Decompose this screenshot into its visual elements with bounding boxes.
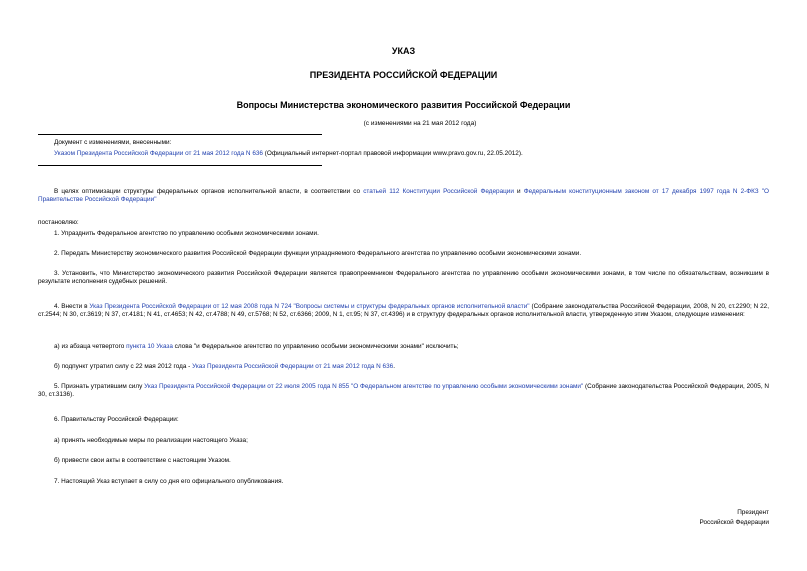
signature-title: Президент [737, 509, 769, 516]
item-4-text-2: (Собрание законодательства Российской Федерации, 2008, N 20, ст.2290; N 22, ст.2544; N 30, ст.3619; N 37, ст.4181; N 41, ст.4653; N 42, ст.4788; N 49, ст.5768; N 52, ст.6366; 2009, N 1, ст.95; N 37, ст.4396) и в структуру федеральных органов исполнительной власти, утвержденную этим Указом, следующие изменения: [38, 303, 769, 319]
item-4b [38, 363, 769, 371]
item-5-text-1: 5. Признать утратившим силу [54, 383, 145, 390]
doc-type-title: УКАЗ [391, 46, 416, 56]
item-6b: б) привести свои акты в соответствие с настоящим Указом. [54, 457, 231, 464]
separator-top [38, 134, 322, 135]
decree-855-link[interactable]: Указ Президента Российской Федерации от 22 июля 2005 года N 855 "О Федеральном агентстве по управлению особыми экономическими зонами" [144, 383, 584, 390]
fkz-link[interactable]: Федеральным конституционным законом от 17 декабря 1997 года N 2-ФКЗ "О Правительстве Российской Федерации" [38, 188, 769, 204]
item-4-text-1: 4. Внести в [54, 303, 90, 310]
item-2: 2. Передать Министерству экономического развития Российской Федерации функции упраздняемого Федерального агентства по управлению особыми экономическими зонами. [54, 250, 582, 257]
constitution-link[interactable]: статьей 112 Конституции Российской Федерации [363, 188, 514, 195]
decree-title: Вопросы Министерства экономического развития Российской Федерации [236, 100, 571, 110]
item-3: 3. Установить, что Министерство экономического развития Российской Федерации является правопреемником Федерального агентства по управлению особыми экономическими зонами, в том числе по обязательствам, возникшим в результате исполнения судебных решений. [38, 270, 769, 286]
signature-country: Российской Федерации [699, 519, 769, 526]
point-10-link[interactable]: пункта 10 Указа [126, 343, 173, 350]
item-4 [38, 303, 769, 320]
item-6a: а) принять необходимые меры по реализации настоящего Указа; [54, 437, 248, 444]
item-4b-text-1: б) подпункт утратил силу с 22 мая 2012 года - [54, 363, 193, 370]
changes-tail: (Официальный интернет-портал правовой информации www.pravo.gov.ru, 22.05.2012). [263, 150, 523, 157]
changes-line [54, 150, 769, 158]
decree-word: постановляю: [38, 219, 79, 226]
separator-bottom [38, 165, 322, 166]
item-4b-text-2: . [393, 363, 395, 370]
item-5 [38, 383, 769, 400]
item-4a-text-2: слова "и Федеральное агентство по управлению особыми экономическими зонами" исключить; [172, 343, 459, 350]
preamble-text-1: В целях оптимизации структуры федеральных органов исполнительной власти, в соответствии со [54, 188, 364, 195]
item-1: 1. Упразднить Федеральное агентство по управлению особыми экономическими зонами. [54, 230, 319, 237]
changes-link[interactable]: Указом Президента Российской Федерации от 21 мая 2012 года N 636 [54, 150, 263, 157]
preamble [38, 188, 769, 205]
decree-636-link[interactable]: Указ Президента Российской Федерации от 21 мая 2012 года N 636 [192, 363, 394, 370]
decree-724-link[interactable]: Указ Президента Российской Федерации от 12 мая 2008 года N 724 "Вопросы системы и структуры федеральных органов исполнительной власти" [89, 303, 530, 310]
changes-intro: Документ с изменениями, внесенными: [54, 139, 172, 146]
edition-note: (с изменениями на 21 мая 2012 года) [363, 120, 477, 127]
preamble-text-2: и [513, 188, 524, 195]
item-6: 6. Правительству Российской Федерации: [54, 416, 179, 423]
item-7: 7. Настоящий Указ вступает в силу со дня его официального опубликования. [54, 478, 284, 485]
item-4a [38, 343, 769, 351]
issuer-title: ПРЕЗИДЕНТА РОССИЙСКОЙ ФЕДЕРАЦИИ [309, 70, 498, 80]
item-5-text-2: (Собрание законодательства Российской Федерации, 2005, N 30, ст.3136). [38, 383, 769, 399]
item-4a-text-1: а) из абзаца четвертого [54, 343, 127, 350]
